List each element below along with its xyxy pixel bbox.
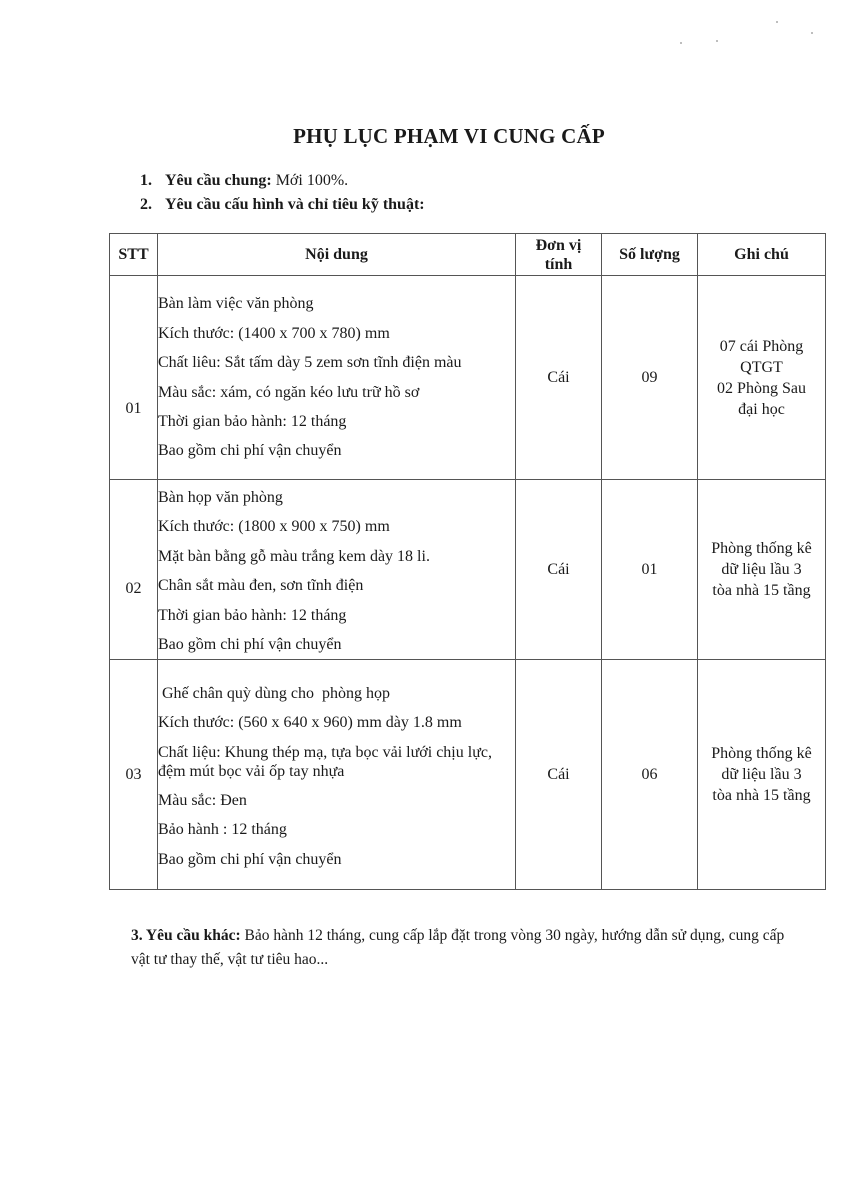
note-line: Phòng thống kê xyxy=(711,745,812,763)
content-line: Kích thước: (1400 x 700 x 780) mm xyxy=(158,324,390,342)
other-requirements-label: . Yêu cầu khác: xyxy=(138,927,241,944)
note-line: đại học xyxy=(738,400,785,418)
note-line: dữ liệu lầu 3 xyxy=(721,766,802,784)
note-line: tòa nhà 15 tầng xyxy=(712,582,811,600)
row-unit: Cái xyxy=(516,660,602,890)
content-line: Bao gồm chi phí vận chuyển xyxy=(158,636,342,654)
row-stt: 03 xyxy=(110,660,158,890)
scan-speck xyxy=(716,40,718,42)
note-line: 02 Phòng Sau xyxy=(717,379,806,397)
note-line: Phòng thống kê xyxy=(711,540,812,558)
content-line: Ghế chân quỳ dùng cho phòng họp xyxy=(158,684,390,702)
row-quantity: 09 xyxy=(602,276,698,480)
row-note xyxy=(698,480,826,660)
row-note xyxy=(698,660,826,890)
content-line: Bàn họp văn phòng xyxy=(158,489,283,506)
header-stt: STT xyxy=(110,234,158,276)
note-line: tòa nhà 15 tầng xyxy=(712,787,811,805)
content-line: Chất liệu: Khung thép mạ, tựa bọc vải lưới chịu lực, đệm mút bọc vải ốp tay nhựa xyxy=(158,743,492,780)
table-row xyxy=(110,660,826,890)
scope-table xyxy=(109,233,826,890)
other-requirements-number: 3 xyxy=(131,927,139,944)
requirement-general xyxy=(140,172,348,190)
table-row xyxy=(110,480,826,660)
row-content xyxy=(158,276,516,480)
row-quantity: 01 xyxy=(602,480,698,660)
content-line: Bao gồm chi phí vận chuyển xyxy=(158,442,342,460)
content-line: Kích thước: (560 x 640 x 960) mm dày 1.8 mm xyxy=(158,714,462,732)
content-line: Bao gồm chi phí vận chuyển xyxy=(158,850,342,868)
content-line: Màu sắc: xám, có ngăn kéo lưu trữ hồ sơ xyxy=(158,383,420,401)
header-unit-line1: Đơn vị xyxy=(535,236,582,254)
scan-speck xyxy=(776,21,778,23)
row-unit: Cái xyxy=(516,276,602,480)
note-line: dữ liệu lầu 3 xyxy=(721,561,802,579)
content-line: Chất liêu: Sắt tấm dày 5 zem sơn tĩnh điện màu xyxy=(158,354,462,372)
content-line: Thời gian bảo hành: 12 tháng xyxy=(158,412,347,430)
requirement-label: Yêu cầu cấu hình và chỉ tiêu kỹ thuật: xyxy=(165,196,425,213)
content-line: Màu sắc: Đen xyxy=(158,791,247,809)
table-row xyxy=(110,276,826,480)
row-note xyxy=(698,276,826,480)
content-line: Bảo hành : 12 tháng xyxy=(158,821,287,839)
scan-speck xyxy=(680,42,682,44)
requirement-technical xyxy=(140,196,425,214)
row-stt-text: 02 xyxy=(125,580,142,598)
row-quantity: 06 xyxy=(602,660,698,890)
scan-speck xyxy=(811,32,813,34)
header-content: Nội dung xyxy=(158,234,516,276)
row-stt xyxy=(110,480,158,660)
content-line: Bàn làm việc văn phòng xyxy=(158,295,314,313)
other-requirements-text: Bảo hành 12 tháng, cung cấp lắp đặt trong vòng 30 ngày, hướng dẫn sử dụng, cung cấp vật tư thay thế, vật tư tiêu hao... xyxy=(131,927,785,968)
requirement-number: 1. xyxy=(140,172,152,189)
requirement-number: 2. xyxy=(140,196,152,213)
row-unit: Cái xyxy=(516,480,602,660)
header-unit xyxy=(516,234,602,276)
other-requirements xyxy=(131,924,791,972)
header-unit-line2: tính xyxy=(544,255,573,273)
document-title: PHỤ LỤC PHẠM VI CUNG CẤP xyxy=(293,124,605,148)
requirement-text: Mới 100%. xyxy=(271,172,349,189)
row-stt-text: 01 xyxy=(125,399,142,417)
table-header-row xyxy=(110,234,826,276)
row-content xyxy=(158,480,516,660)
row-stt xyxy=(110,276,158,480)
content-line: Kích thước: (1800 x 900 x 750) mm xyxy=(158,518,390,536)
content-line: Chân sắt màu đen, sơn tĩnh điện xyxy=(158,577,364,595)
content-line: Thời gian bảo hành: 12 tháng xyxy=(158,606,347,624)
header-quantity: Số lượng xyxy=(602,234,698,276)
row-content xyxy=(158,660,516,890)
requirement-label: Yêu cầu chung: xyxy=(165,172,272,189)
note-line: 07 cái Phòng xyxy=(719,337,804,355)
header-note: Ghi chú xyxy=(698,234,826,276)
note-line: QTGT xyxy=(740,358,783,376)
content-line: Mặt bàn bằng gỗ màu trắng kem dày 18 li. xyxy=(158,547,430,565)
